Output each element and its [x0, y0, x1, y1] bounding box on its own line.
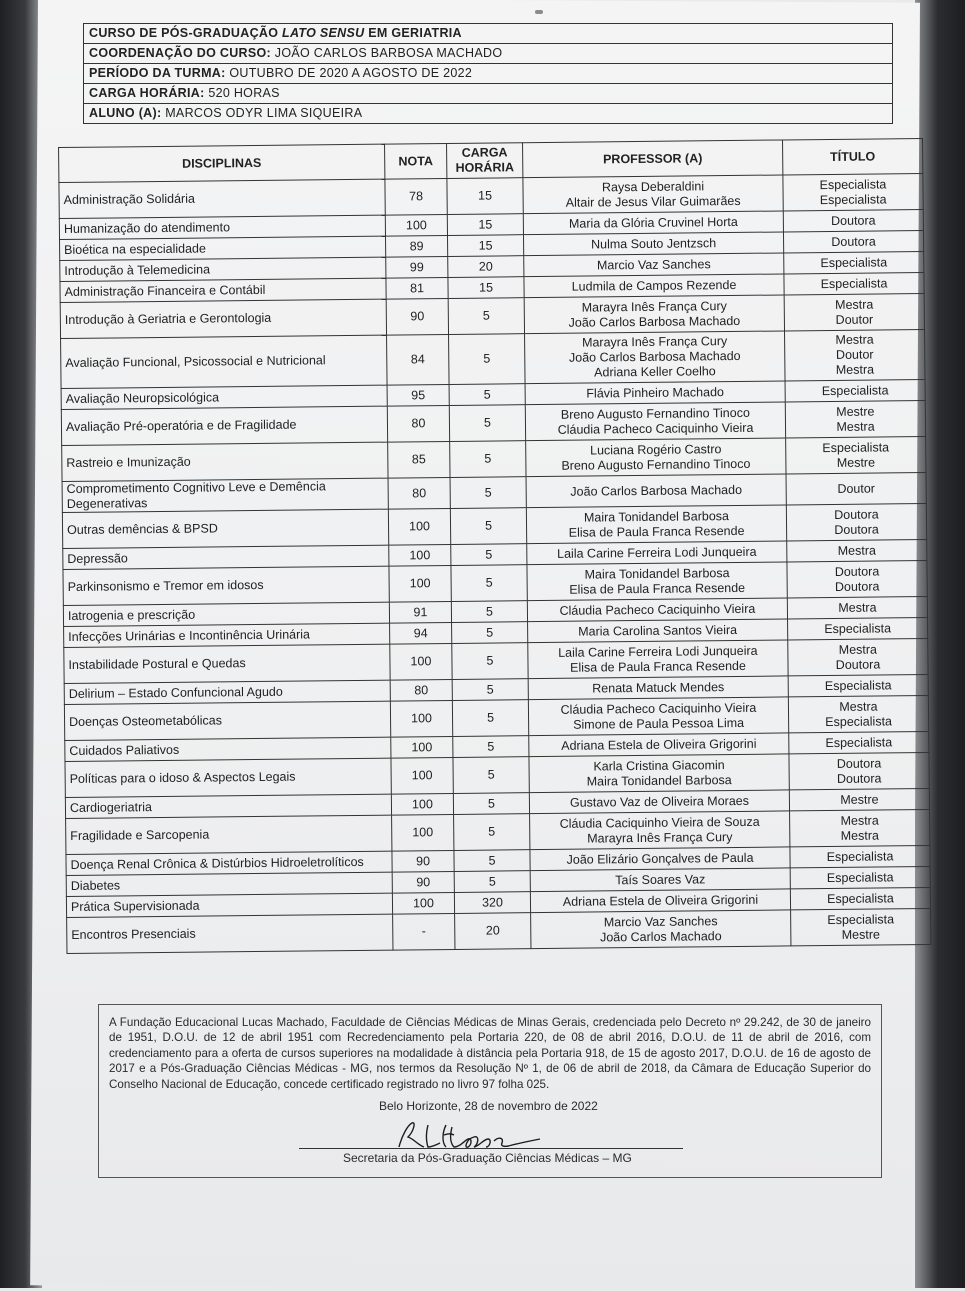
- titulo-cell: [786, 503, 926, 540]
- carga-cell: 5: [451, 601, 527, 623]
- nota-cell: 100: [391, 757, 453, 794]
- professor-name: Cláudia Pacheco Caciquinho Vieira: [557, 420, 754, 437]
- course-header: [83, 23, 893, 124]
- nota-cell: 90: [392, 871, 454, 893]
- professor-cell: [526, 474, 786, 508]
- titulo-cell: [788, 638, 928, 675]
- accreditation-text: A Fundação Educacional Lucas Machado, Faculdade de Ciências Médicas de Minas Gerais, credenciada pelo Decreto nº 29.242, de 30 de janeiro de 1951, D.O.U. de 12 de abril 1951 com Recredenciamento pela Portaria 220, de 08 de abril 2016, D.O.U. de 11 de abril de 2016, com credenciamento para a oferta de cursos superiores na modalidade à distância pela Portaria 918, de 15 de agosto 2017, D.O.U. de 16 de agosto de 2017 e a Pós-Graduação Ciências Médicas - MG, nos termos da Resolução Nº 1, de 06 de abril de 2018, da Câmara de Educação Superior do Conselho Nacional de Educação, concede certificado registrado no livro 97 folha 025.: [109, 1016, 871, 1091]
- professor-cell: [531, 910, 791, 949]
- carga-cell: 5: [452, 643, 528, 680]
- titulo-value: Doutora: [834, 506, 879, 522]
- hours-label: CARGA HORÁRIA:: [89, 86, 205, 100]
- titulo-value: Mestra: [836, 419, 875, 434]
- disciplina-cell: Encontros Presenciais: [67, 914, 393, 953]
- period-value: OUTUBRO DE 2020 A AGOSTO DE 2022: [229, 66, 473, 80]
- disciplina-cell: Avaliação Funcional, Psicossocial e Nutricional: [61, 335, 388, 388]
- nota-cell: 100: [385, 214, 447, 236]
- carga-cell: 5: [453, 793, 529, 815]
- carga-cell: 5: [449, 334, 526, 385]
- carga-cell: 15: [448, 277, 524, 299]
- titulo-value: Especialista: [827, 890, 894, 906]
- carga-cell: 5: [451, 544, 527, 566]
- titulo-value: Especialista: [819, 176, 887, 192]
- titulo-value: Mestra: [835, 332, 874, 347]
- titulo-value: Especialista: [825, 734, 893, 750]
- disciplina-cell: Rastreio e Imunização: [62, 442, 388, 481]
- nota-cell: 100: [392, 814, 454, 851]
- professor-name: Marayra Inês França Cury: [587, 829, 733, 846]
- professor-name: João Elizário Gonçalves de Paula: [566, 850, 754, 867]
- disciplina-cell: Administração Financeira e Contábil: [60, 278, 386, 302]
- course-rest: EM GERIATRIA: [368, 26, 462, 40]
- nota-cell: 81: [386, 277, 448, 299]
- titulo-value: Mestre: [836, 455, 876, 470]
- nota-cell: 100: [390, 700, 452, 737]
- titulo-value: Especialista: [821, 382, 889, 398]
- professor-name: Laila Carine Ferreira Lodi Junqueira: [557, 544, 757, 561]
- nota-cell: 90: [392, 850, 454, 872]
- professor-name: Flávia Pinheiro Machado: [586, 384, 724, 401]
- coordination-label: COORDENAÇÃO DO CURSO:: [89, 46, 271, 60]
- carga-cell: 320: [454, 892, 530, 914]
- titulo-value: Doutora: [834, 578, 880, 594]
- professor-cell: [526, 505, 786, 544]
- professor-cell: [528, 676, 788, 700]
- student-value: MARCOS ODYR LIMA SIQUEIRA: [165, 106, 363, 120]
- period-label: PERÍODO DA TURMA:: [89, 66, 226, 80]
- professor-name: Breno Augusto Fernandino Tinoco: [560, 405, 750, 422]
- titulo-value: Doutora: [834, 563, 880, 579]
- professor-name: Breno Augusto Fernandino Tinoco: [561, 456, 751, 473]
- professor-name: Marayra Inês França Cury: [581, 298, 727, 315]
- carga-cell: 5: [452, 700, 528, 737]
- professor-cell: [528, 697, 788, 736]
- professor-name: Maira Tonidandel Barbosa: [583, 508, 730, 525]
- disciplina-cell: Fragilidade e Sarcopenia: [66, 815, 392, 854]
- nota-cell: 95: [387, 384, 449, 406]
- professor-cell: [523, 211, 783, 235]
- disciplina-cell: Instabilidade Postural e Quedas: [64, 644, 390, 683]
- titulo-value: Doutora: [834, 521, 879, 537]
- disciplina-cell: Avaliação Pré-operatória e de Fragilidade: [61, 406, 387, 445]
- carga-cell: 5: [453, 736, 529, 758]
- titulo-cell: [783, 210, 923, 232]
- disciplina-cell: Introdução à Telemedicina: [60, 257, 386, 281]
- titulo-cell: [790, 809, 930, 846]
- professor-name: Maria da Glória Cruvinel Horta: [568, 214, 738, 231]
- table-row: [61, 329, 925, 388]
- professor-cell: [526, 438, 786, 477]
- titulo-value: Mestra: [840, 813, 879, 828]
- titulo-cell: [789, 788, 929, 810]
- professor-cell: [527, 598, 787, 622]
- titulo-cell: [790, 866, 930, 888]
- titulo-cell: [786, 472, 926, 504]
- titulo-cell: [783, 174, 923, 211]
- professor-cell: [524, 274, 784, 298]
- nota-cell: 100: [391, 793, 453, 815]
- course-italic: LATO SENSU: [282, 26, 365, 40]
- professor-name: Adriana Keller Coelho: [594, 364, 716, 380]
- titulo-value: Mestre: [836, 404, 875, 419]
- titulo-cell: [787, 596, 927, 618]
- titulo-cell: [787, 560, 927, 597]
- col-carga-line2: HORÁRIA: [455, 160, 515, 175]
- titulo-value: Especialista: [826, 869, 894, 885]
- professor-cell: [530, 811, 790, 850]
- hours-value: 520 HORAS: [208, 86, 280, 100]
- nota-cell: 100: [389, 565, 451, 602]
- professor-name: Nulma Souto Jentzsch: [590, 235, 717, 251]
- titulo-value: Mestra: [838, 642, 878, 657]
- nota-cell: 100: [389, 544, 451, 566]
- nota-cell: 100: [390, 643, 452, 680]
- professor-name: Cláudia Caciquinho Vieira de Souza: [559, 814, 760, 831]
- disciplina-cell: Introdução à Geriatria e Gerontologia: [60, 299, 386, 338]
- nota-cell: 100: [388, 508, 450, 545]
- titulo-value: Especialista: [826, 848, 894, 864]
- titulo-cell: [788, 695, 928, 732]
- titulo-value: Mestra: [838, 600, 877, 615]
- professor-cell: [529, 790, 789, 814]
- disciplina-cell: Iatrogenia e prescrição: [63, 602, 389, 626]
- carga-cell: 20: [448, 256, 524, 278]
- professor-name: Laila Carine Ferreira Lodi Junqueira: [558, 643, 758, 660]
- titulo-cell: [788, 674, 928, 696]
- nota-cell: 100: [392, 892, 454, 914]
- disciplina-cell: Humanização do atendimento: [59, 215, 385, 239]
- carga-cell: 5: [449, 384, 525, 406]
- professor-name: Simone de Paula Pessoa Lima: [573, 715, 745, 732]
- titulo-value: Doutor: [835, 312, 874, 327]
- nota-cell: -: [393, 913, 455, 950]
- carga-cell: 5: [450, 508, 526, 545]
- disciplina-cell: Políticas para o idoso & Aspectos Legais: [65, 758, 391, 797]
- col-professor: PROFESSOR (A): [523, 140, 783, 178]
- professor-cell: [527, 562, 787, 601]
- professor-name: Luciana Rogério Castro: [590, 441, 722, 458]
- professor-name: Taís Soares Vaz: [615, 871, 706, 887]
- professor-cell: [528, 640, 788, 679]
- professor-cell: [524, 253, 784, 277]
- disciplina-cell: Depressão: [63, 545, 389, 569]
- professor-cell: [523, 175, 783, 214]
- coordination-row: [84, 44, 892, 64]
- carga-cell: 15: [447, 214, 523, 236]
- certificate-footer: [98, 1004, 882, 1178]
- professor-name: Karla Cristina Giacomin: [593, 757, 725, 773]
- nota-cell: 85: [388, 441, 450, 478]
- professor-name: Altair de Jesus Vilar Guimarães: [565, 193, 741, 210]
- titulo-cell: [784, 272, 924, 294]
- professor-name: Cláudia Pacheco Caciquinho Vieira: [560, 700, 757, 717]
- titulo-cell: [784, 251, 924, 273]
- nota-cell: 80: [390, 679, 452, 701]
- carga-cell: 5: [454, 871, 530, 893]
- disciplina-cell: Prática Supervisionada: [66, 893, 392, 917]
- carga-cell: 15: [447, 178, 523, 215]
- disciplina-cell: Comprometimento Cognitivo Leve e Demência Degenerativas: [62, 478, 388, 512]
- disciplina-cell: Cardiogeriatria: [65, 794, 391, 818]
- carga-cell: 5: [451, 565, 527, 602]
- carga-cell: 15: [447, 235, 523, 257]
- disciplina-cell: Administração Solidária: [59, 179, 385, 218]
- student-label: ALUNO (A):: [89, 106, 162, 120]
- signature-caption: Secretaria da Pós-Graduação Ciências Médicas – MG: [343, 1151, 632, 1165]
- disciplina-cell: Parkinsonismo e Tremor em idosos: [63, 566, 389, 605]
- professor-name: João Carlos Barbosa Machado: [568, 313, 741, 330]
- titulo-value: Especialista: [822, 439, 890, 455]
- professor-name: Gustavo Vaz de Oliveira Moraes: [569, 793, 749, 810]
- nota-cell: 94: [390, 622, 452, 644]
- disciplina-cell: Avaliação Neuropsicológica: [61, 385, 387, 409]
- titulo-cell: [790, 887, 930, 909]
- titulo-value: Doutora: [831, 234, 876, 249]
- titulo-value: Especialista: [827, 911, 895, 927]
- titulo-cell: [785, 379, 925, 401]
- disciplina-cell: Doenças Osteometabólicas: [64, 701, 390, 740]
- period-row: [84, 64, 892, 84]
- carga-cell: 20: [455, 913, 531, 950]
- titulo-value: Mestra: [835, 362, 875, 377]
- professor-name: João Carlos Barbosa Machado: [568, 348, 741, 365]
- disciplina-cell: Infecções Urinárias e Incontinência Urinária: [64, 623, 390, 647]
- titulo-value: Especialista: [825, 713, 893, 729]
- professor-name: Ludmila de Campos Rezende: [571, 277, 737, 294]
- professor-cell: [530, 847, 790, 871]
- professor-name: Maira Tonidandel Barbosa: [586, 772, 732, 789]
- carga-cell: 5: [450, 477, 526, 509]
- professor-cell: [528, 619, 788, 643]
- titulo-value: Especialista: [820, 275, 888, 291]
- professor-name: Raysa Deberaldini: [601, 178, 705, 194]
- titulo-value: Doutora: [836, 770, 882, 786]
- titulo-value: Especialista: [824, 620, 892, 636]
- carga-cell: 5: [450, 441, 526, 478]
- handwritten-signature: [394, 1117, 544, 1151]
- nota-cell: 90: [386, 298, 448, 335]
- titulo-value: Especialista: [820, 254, 888, 270]
- titulo-value: Mestra: [837, 543, 876, 558]
- professor-cell: [523, 232, 783, 256]
- student-row: [84, 104, 892, 123]
- titulo-value: Doutora: [836, 755, 882, 771]
- professor-name: Marayra Inês França Cury: [581, 334, 728, 350]
- carga-cell: 5: [454, 850, 530, 872]
- titulo-cell: [784, 293, 924, 330]
- signature-line: [299, 1148, 683, 1149]
- disciplina-cell: Cuidados Paliativos: [65, 737, 391, 761]
- professor-name: João Carlos Machado: [599, 928, 722, 944]
- nota-cell: 80: [387, 405, 449, 442]
- professor-name: Elisa de Paula Franca Resende: [570, 658, 746, 675]
- carga-cell: 5: [454, 814, 530, 851]
- titulo-value: Mestra: [840, 828, 879, 843]
- professor-name: Adriana Estela de Oliveira Grigorini: [562, 892, 759, 909]
- titulo-value: Especialista: [824, 677, 892, 693]
- nota-cell: 91: [389, 601, 451, 623]
- hours-row: [84, 84, 892, 104]
- titulo-value: Doutora: [835, 656, 881, 672]
- professor-cell: [525, 331, 786, 384]
- course-label: CURSO DE PÓS-GRADUAÇÃO: [89, 26, 279, 40]
- disciplina-cell: Bioética na especialidade: [60, 236, 386, 260]
- professor-cell: [527, 541, 787, 565]
- professor-name: Renata Matuck Mendes: [592, 679, 725, 695]
- nota-cell: 100: [391, 736, 453, 758]
- professor-name: Cláudia Pacheco Caciquinho Vieira: [559, 601, 756, 618]
- carga-cell: 5: [452, 679, 528, 701]
- col-carga-line1: CARGA: [461, 145, 508, 160]
- course-row: [84, 24, 892, 44]
- disciplina-cell: Doença Renal Crônica & Distúrbios Hidroeletrolíticos: [66, 851, 392, 875]
- professor-cell: [529, 733, 789, 757]
- professor-cell: [524, 295, 784, 334]
- professor-name: Elisa de Paula Franca Resende: [568, 523, 745, 540]
- col-titulo: TÍTULO: [783, 139, 923, 175]
- titulo-cell: [790, 845, 930, 867]
- col-disciplinas: DISCIPLINAS: [59, 144, 385, 182]
- professor-cell: [530, 868, 790, 892]
- nota-cell: 80: [388, 477, 450, 509]
- coordination-value: JOÃO CARLOS BARBOSA MACHADO: [274, 46, 503, 60]
- col-nota: NOTA: [385, 143, 447, 179]
- issue-date: Belo Horizonte, 28 de novembro de 2022: [379, 1099, 598, 1113]
- titulo-cell: [788, 617, 928, 639]
- disciplina-cell: Diabetes: [66, 872, 392, 896]
- disciplina-cell: Outras demências & BPSD: [62, 509, 388, 548]
- titulo-value: Doutor: [837, 481, 876, 496]
- carga-cell: 5: [453, 757, 529, 794]
- titulo-value: Doutor: [835, 347, 874, 362]
- professor-cell: [525, 381, 785, 405]
- professor-cell: [530, 889, 790, 913]
- carga-cell: 5: [449, 405, 525, 442]
- professor-name: Marcio Vaz Sanches: [596, 256, 711, 272]
- titulo-cell: [785, 400, 925, 437]
- col-carga: [447, 143, 523, 179]
- professor-cell: [529, 754, 789, 793]
- grades-table: [58, 138, 931, 954]
- paper-mark: [535, 10, 543, 14]
- professor-name: Maria Carolina Santos Vieira: [578, 622, 738, 639]
- titulo-cell: [787, 539, 927, 561]
- titulo-value: Mestra: [839, 699, 878, 714]
- professor-name: Marcio Vaz Sanches: [603, 913, 718, 929]
- titulo-value: Doutora: [831, 213, 876, 228]
- titulo-value: Mestre: [841, 926, 881, 942]
- disciplina-cell: Delirium – Estado Confuncional Agudo: [64, 680, 390, 704]
- titulo-value: Mestre: [840, 792, 879, 807]
- nota-cell: 84: [387, 334, 450, 385]
- professor-cell: [525, 402, 785, 441]
- titulo-value: Mestra: [835, 297, 874, 312]
- professor-name: Elisa de Paula Franca Resende: [569, 580, 746, 597]
- titulo-cell: [791, 908, 931, 945]
- titulo-cell: [789, 752, 929, 789]
- professor-name: João Carlos Barbosa Machado: [570, 482, 743, 499]
- titulo-cell: [789, 731, 929, 753]
- nota-cell: 78: [385, 178, 447, 215]
- titulo-cell: [783, 231, 923, 253]
- carga-cell: 5: [448, 298, 524, 335]
- nota-cell: 89: [385, 235, 447, 257]
- professor-name: Adriana Estela de Oliveira Grigorini: [561, 736, 757, 753]
- titulo-cell: [786, 436, 926, 473]
- titulo-value: Especialista: [819, 191, 887, 207]
- titulo-cell: [785, 329, 926, 380]
- professor-name: Maira Tonidandel Barbosa: [584, 565, 730, 582]
- nota-cell: 99: [386, 256, 448, 278]
- carga-cell: 5: [452, 622, 528, 644]
